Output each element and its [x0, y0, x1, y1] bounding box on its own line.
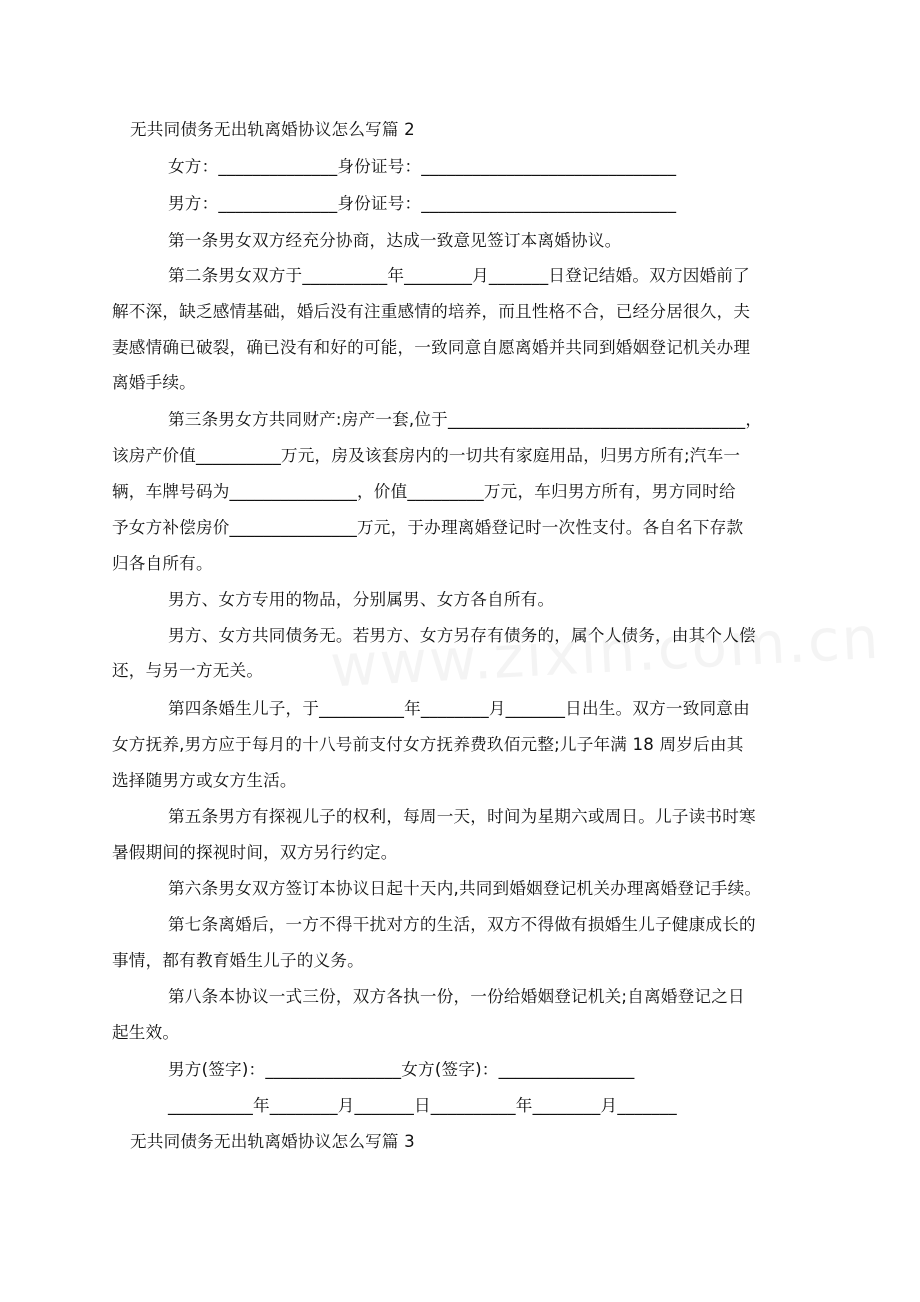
article-2-line: 解不深，缺乏感情基础，婚后没有注重感情的培养，而且性格不合，已经分居很久，夫: [112, 302, 751, 321]
article-5-line: 暑假期间的探视时间，双方另行约定。: [112, 843, 398, 862]
article-7-line: 事情，都有教育婚生儿子的义务。: [112, 951, 364, 970]
article-3-line: 归各自所有。: [112, 554, 213, 573]
watermark: [329, 604, 882, 701]
male-party-field: 男方：______________身份证号：______________________________: [168, 194, 677, 213]
article-5-line: 第五条男方有探视儿子的权利，每周一天，时间为星期六或周日。儿子读书时寒: [168, 807, 756, 826]
article-4-line: 第四条婚生儿子，于__________年________月_______日出生。双方一致同意由: [168, 699, 750, 718]
article-3-line: 该房产价值__________万元，房及该套房内的一切共有家庭用品，归男方所有;汽车一: [112, 446, 741, 465]
personal-items-clause: 男方、女方专用的物品，分别属男、女方各自所有。: [168, 590, 555, 609]
article-2-line: 妻感情确已破裂，确已没有和好的可能，一致同意自愿离婚并共同到婚姻登记机关办理: [112, 338, 751, 357]
article-2-line: 离婚手续。: [112, 373, 196, 392]
female-party-field: 女方：______________身份证号：______________________________: [168, 157, 677, 176]
article-8-line: 第八条本协议一式三份，双方各执一份，一份给婚姻登记机关;自离婚登记之日: [168, 987, 745, 1006]
article-3-line: 辆，车牌号码为_______________，价值_________万元，车归男方所有，男方同时给: [112, 482, 736, 501]
article-1: 第一条男女双方经充分协商，达成一致意见签订本离婚协议。: [168, 231, 622, 250]
section-heading: 无共同债务无出轨离婚协议怎么写篇 2: [130, 120, 415, 139]
article-8-line: 起生效。: [112, 1023, 180, 1042]
article-3-line: 第三条男女方共同财产:房产一套,位于___________________________________，: [168, 410, 763, 429]
debt-clause-line: 男方、女方共同债务无。若男方、女方另存有债务的，属个人债务，由其个人偿: [168, 626, 756, 645]
article-4-line: 选择随男方或女方生活。: [112, 771, 297, 790]
debt-clause-line: 还，与另一方无关。: [112, 661, 264, 680]
article-2-line: 第二条男女双方于__________年________月_______日登记结婚。双方因婚前了: [168, 266, 750, 285]
article-7-line: 第七条离婚后，一方不得干扰对方的生活，双方不得做有损婚生儿子健康成长的: [168, 915, 756, 934]
article-3-line: 予女方补偿房价_______________万元，于办理离婚登记时一次性支付。各自名下存款: [112, 518, 744, 537]
article-4-line: 女方抚养,男方应于每月的十八号前支付女方抚养费玖佰元整;儿子年满 18 周岁后由其: [112, 735, 744, 754]
signature-line: 男方(签字)：________________女方(签字)：________________: [168, 1060, 635, 1079]
article-6: 第六条男女双方签订本协议日起十天内,共同到婚姻登记机关办理离婚登记手续。: [168, 879, 762, 898]
section-heading: 无共同债务无出轨离婚协议怎么写篇 3: [130, 1132, 415, 1151]
date-line: __________年________月_______日__________年________月_______: [168, 1096, 677, 1115]
